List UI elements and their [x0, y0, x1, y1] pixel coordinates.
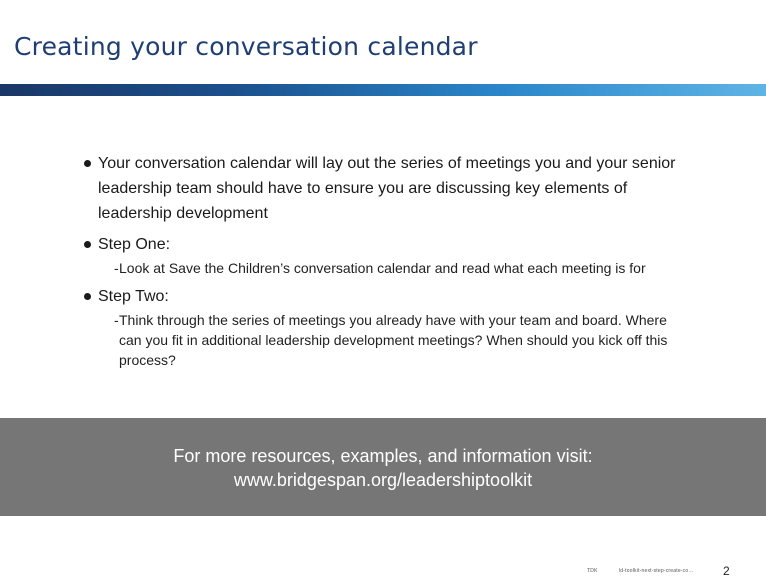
footer-path: ld-toolkit-next-step-create-co…	[619, 568, 694, 574]
resources-link[interactable]: www.bridgespan.org/leadershiptoolkit	[233, 470, 533, 490]
dash-icon: -	[114, 260, 119, 276]
sub-text: Think through the series of meetings you already have with your team and board. Where can you fit in additional leadership development meetings? When should you kick off this process?	[119, 312, 668, 368]
bullet-dot-icon	[84, 293, 91, 300]
page-number: 2	[723, 564, 730, 578]
resources-text: For more resources, examples, and information visit:	[173, 446, 593, 466]
sub-item-step-one	[84, 258, 684, 278]
footer-code: TDK	[587, 568, 598, 574]
bullet-text: Step Two:	[98, 288, 169, 305]
bullet-item-intro	[84, 151, 684, 226]
slide-title: Creating your conversation calendar	[14, 32, 478, 61]
bullet-item-step-two	[84, 284, 684, 309]
bullet-text: Your conversation calendar will lay out the series of meetings you and your senior leadership team should have to ensure you are discussing key elements of leadership development	[98, 155, 676, 222]
title-gradient-bar	[0, 84, 766, 96]
sub-text: Look at Save the Children’s conversation calendar and read what each meeting is for	[119, 260, 646, 276]
sub-item-step-two	[84, 310, 684, 370]
dash-icon: -	[114, 312, 119, 328]
bullet-dot-icon	[84, 241, 91, 248]
bullet-item-step-one	[84, 232, 684, 257]
bullet-dot-icon	[84, 160, 91, 167]
resources-band	[0, 418, 766, 516]
bullet-text: Step One:	[98, 236, 171, 253]
bullet-list	[84, 151, 684, 370]
